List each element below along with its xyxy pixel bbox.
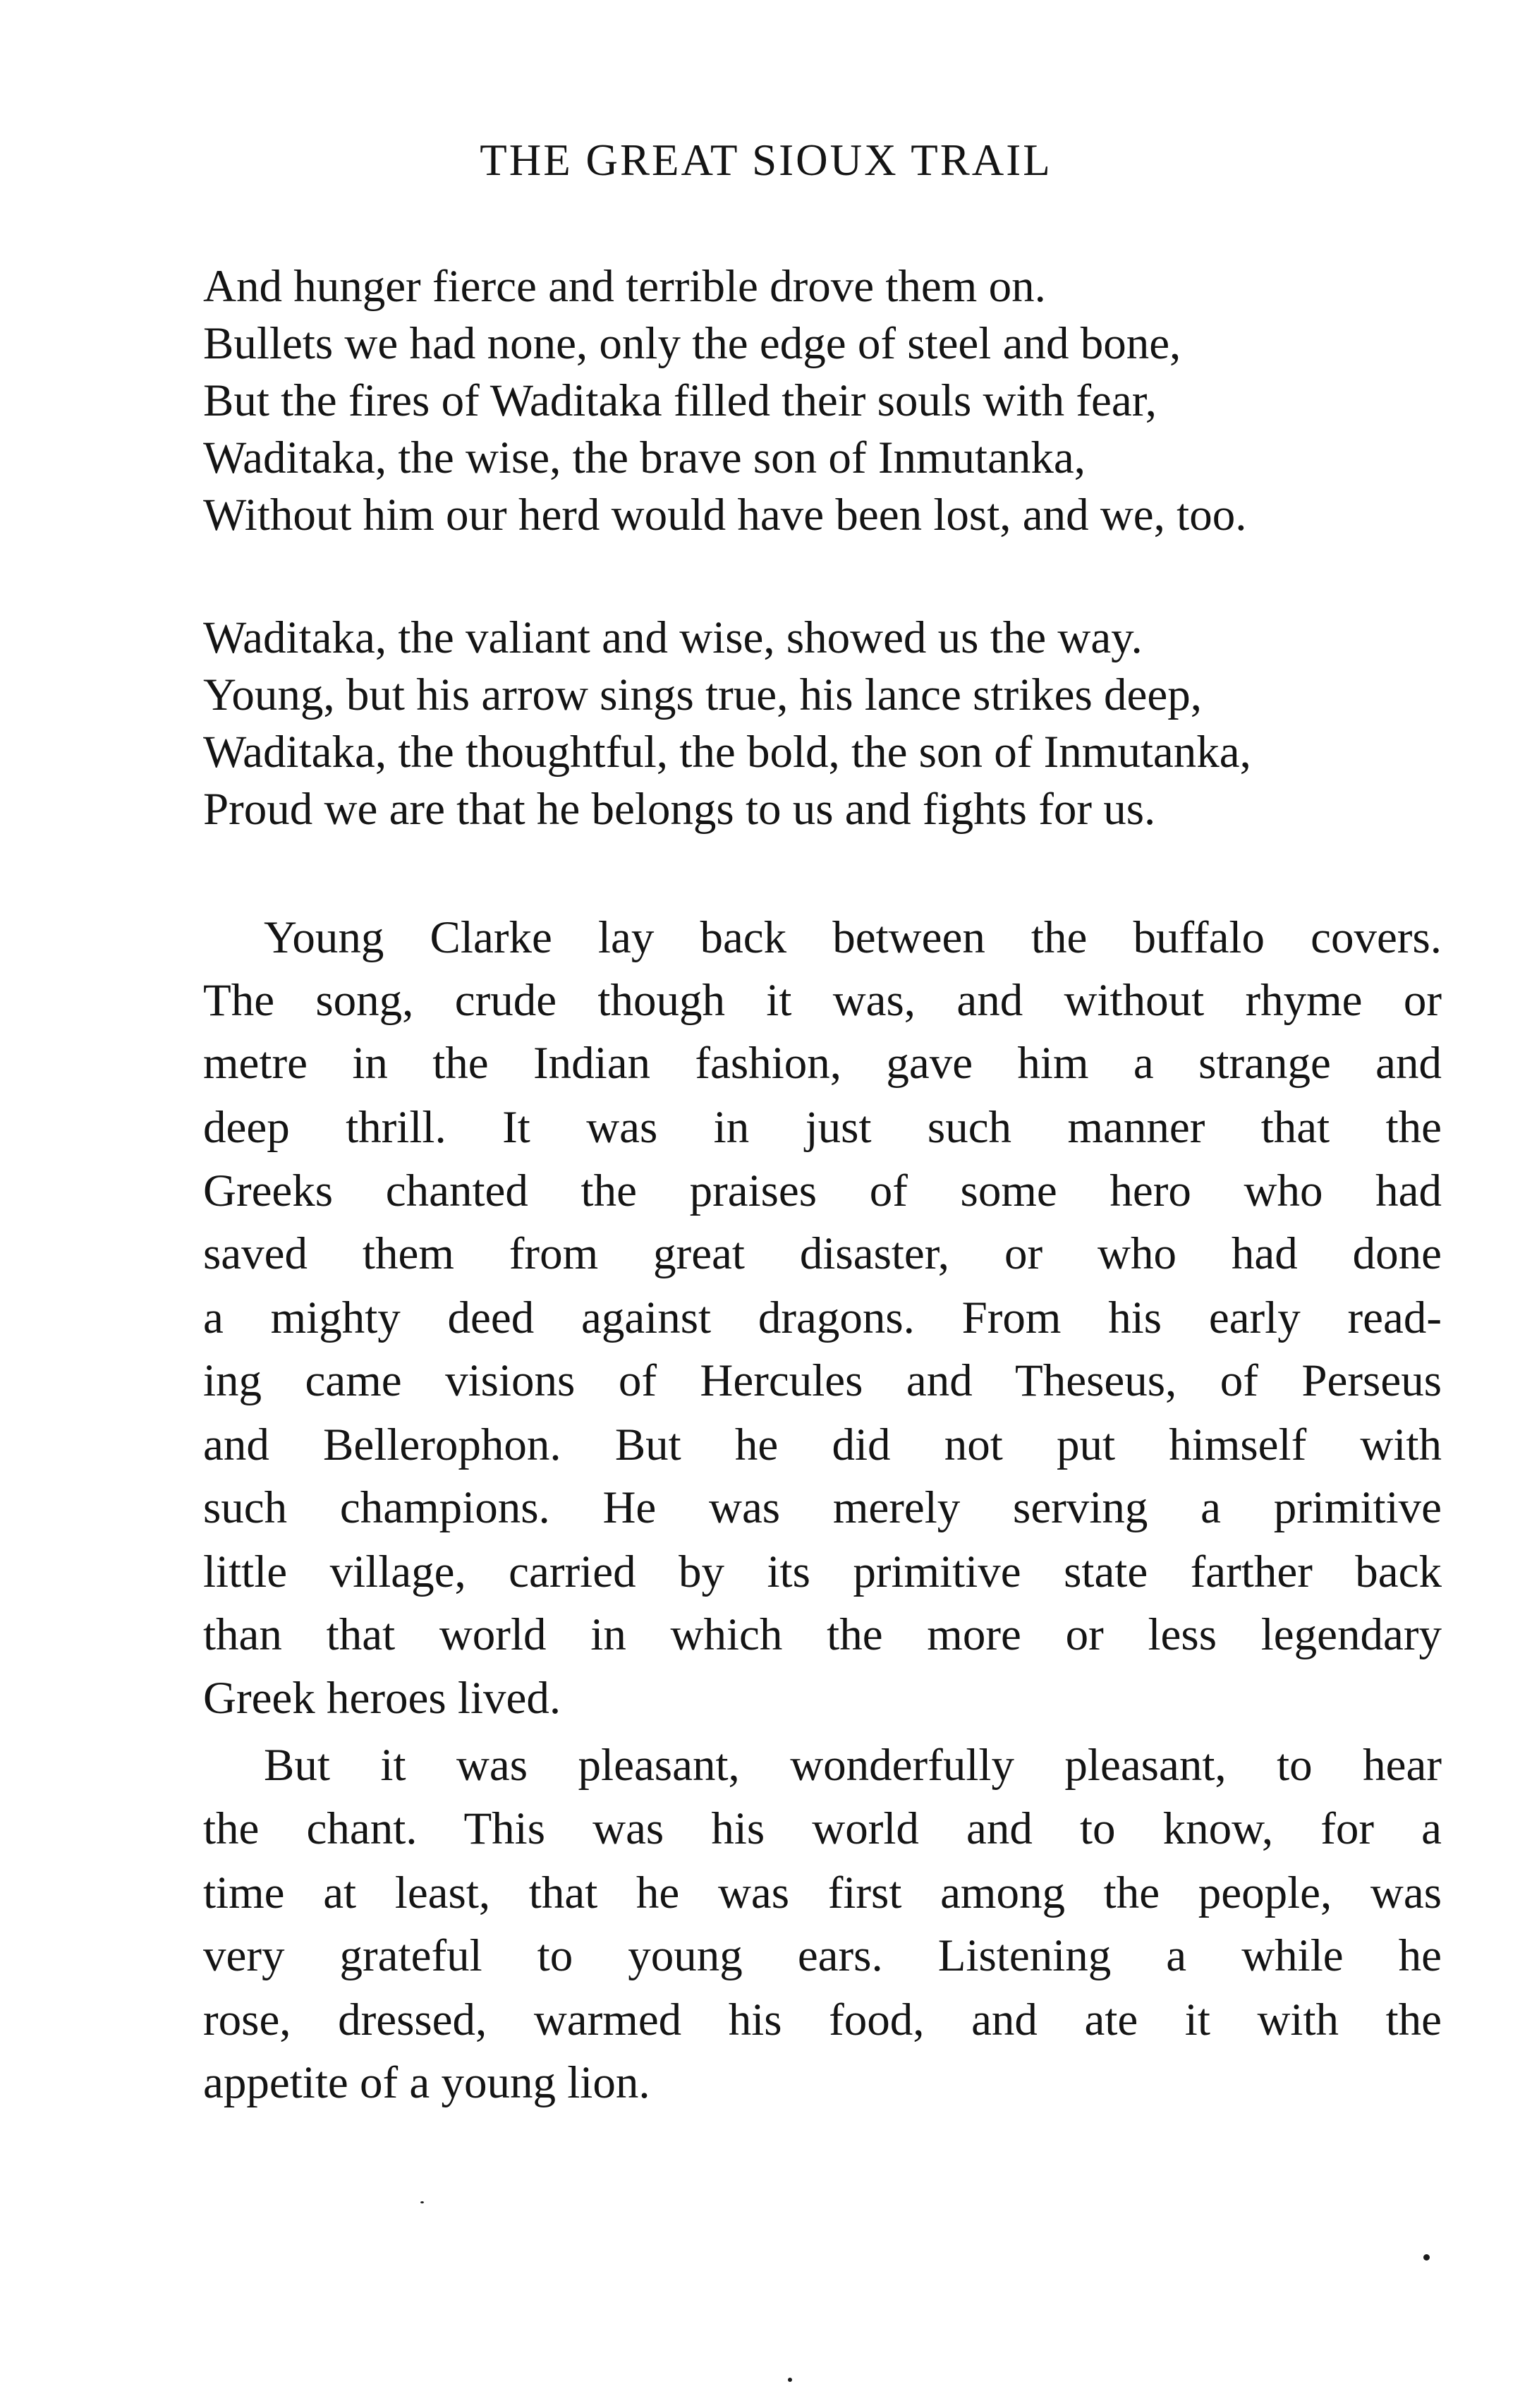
- verse-line: Bullets we had none, only the edge of steel and bone,: [203, 318, 1181, 369]
- paragraph-line: a mighty deed against dragons. From his early read-: [203, 1293, 1442, 1343]
- verse-line: Without him our herd would have been lost, and we, too.: [203, 490, 1247, 540]
- verse-line: Waditaka, the thoughtful, the bold, the son of Inmutanka,: [203, 727, 1251, 778]
- paragraph-line: than that world in which the more or less legendary: [203, 1609, 1442, 1660]
- verse-line: Proud we are that he belongs to us and fights for us.: [203, 784, 1156, 835]
- print-speck: [788, 2378, 792, 2382]
- verse-line: Waditaka, the wise, the brave son of Inmutanka,: [203, 432, 1086, 483]
- paragraph-line: ing came visions of Hercules and Theseus, of Perseus: [203, 1355, 1442, 1406]
- paragraph-line: But it was pleasant, wonderfully pleasant, to hear: [264, 1740, 1442, 1791]
- paragraph-line: Greek heroes lived.: [203, 1673, 561, 1724]
- paragraph-line: metre in the Indian fashion, gave him a strange and: [203, 1038, 1442, 1089]
- verse-line: But the fires of Waditaka filled their souls with fear,: [203, 375, 1157, 426]
- paragraph-line: appetite of a young lion.: [203, 2057, 650, 2108]
- paragraph-line: saved them from great disaster, or who had done: [203, 1228, 1442, 1279]
- paragraph-line: Young Clarke lay back between the buffalo covers.: [264, 912, 1442, 963]
- paragraph-line: The song, crude though it was, and without rhyme or: [203, 975, 1442, 1026]
- verse-line: And hunger fierce and terrible drove them on.: [203, 261, 1046, 312]
- print-speck: [1423, 2254, 1430, 2261]
- paragraph-line: Greeks chanted the praises of some hero who had: [203, 1166, 1442, 1216]
- paragraph-line: the chant. This was his world and to know, for a: [203, 1803, 1442, 1854]
- running-head: THE GREAT SIOUX TRAIL: [480, 135, 1052, 185]
- paragraph-line: and Bellerophon. But he did not put himself with: [203, 1420, 1442, 1470]
- paragraph-line: very grateful to young ears. Listening a while he: [203, 1930, 1442, 1981]
- paragraph-line: time at least, that he was first among the people, was: [203, 1868, 1442, 1918]
- print-speck: [420, 2201, 424, 2203]
- paragraph-line: deep thrill. It was in just such manner that the: [203, 1102, 1442, 1153]
- verse-line: Waditaka, the valiant and wise, showed us the way.: [203, 612, 1143, 663]
- verse-line: Young, but his arrow sings true, his lance strikes deep,: [203, 670, 1203, 720]
- paragraph-line: rose, dressed, warmed his food, and ate it with the: [203, 1995, 1442, 2045]
- paragraph-line: such champions. He was merely serving a primitive: [203, 1482, 1442, 1533]
- paragraph-line: little village, carried by its primitive state farther back: [203, 1547, 1442, 1597]
